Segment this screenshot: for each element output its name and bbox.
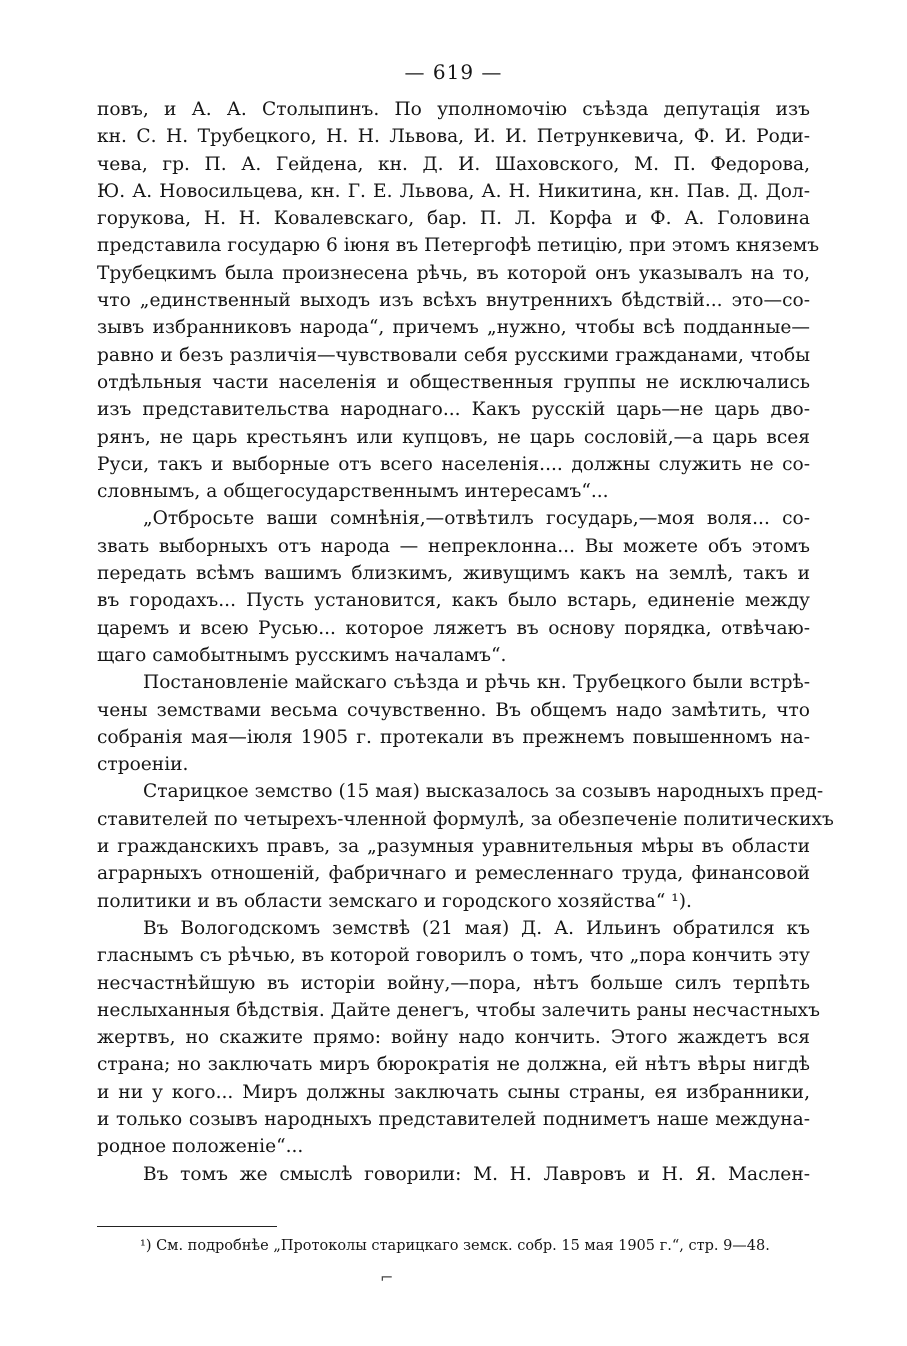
text-line: повъ, и А. А. Столыпинъ. По уполномочію съѣзда депутація изъ	[97, 99, 810, 120]
text-line: передать всѣмъ вашимъ близкимъ, живущимъ какъ на землѣ, такъ и	[97, 563, 810, 585]
text-line: кн. С. Н. Трубецкого, Н. Н. Львова, И. И. Петрункевича, Ф. И. Роди-	[97, 126, 810, 148]
text-line: Трубецкимъ была произнесена рѣчь, въ которой онъ указывалъ на то,	[97, 262, 810, 284]
text-line: Старицкое земство (15 мая) высказалось за созывъ народныхъ пред-	[143, 781, 824, 803]
text-line: Руси, такъ и выборные отъ всего населенія.... должны служить не со-	[97, 453, 810, 475]
text-line: горукова, Н. Н. Ковалевскаго, бар. П. Л. Корфа и Ф. А. Головина	[97, 208, 810, 230]
text-line: чева, гр. П. А. Гейдена, кн. Д. И. Шаховского, М. П. Федорова,	[97, 153, 810, 175]
footnote-divider	[97, 1226, 277, 1227]
text-line: несчастнѣйшую въ исторіи войну,—пора, нѣтъ больше силъ терпѣть	[97, 972, 810, 994]
text-line: строеніи.	[97, 754, 189, 776]
text-line: зывъ избранниковъ народа“, причемъ „нужно, чтобы всѣ подданные—	[97, 317, 810, 339]
text-line: Въ Вологодскомъ земствѣ (21 мая) Д. А. Ильинъ обратился къ	[143, 917, 810, 939]
text-line: въ городахъ... Пусть установится, какъ было встарь, единеніе между	[97, 590, 810, 612]
text-line: что „единственный выходъ изъ всѣхъ внутреннихъ бѣдствій... это—со-	[97, 290, 810, 312]
text-line: Постановленіе майскаго съѣзда и рѣчь кн. Трубецкого были встрѣ-	[143, 672, 810, 694]
text-line: Ю. А. Новосильцева, кн. Г. Е. Львова, А. Н. Никитина, кн. Пав. Д. Дол-	[97, 180, 810, 202]
text-line: и только созывъ народныхъ представителей подниметъ наше междуна-	[97, 1108, 810, 1130]
text-line: жертвъ, но скажите прямо: войну надо кончить. Этого жаждетъ вся	[97, 1027, 810, 1049]
pencil-mark-icon: ⌐	[380, 1268, 394, 1287]
footnote: ¹) См. подробнѣе „Протоколы старицкаго земск. собр. 15 мая 1905 г.“, стр. 9—48.	[140, 1238, 770, 1254]
text-line: звать выборныхъ отъ народа — непреклонна... Вы можете объ этомъ	[97, 535, 810, 557]
text-line: страна; но заключать миръ бюрократія не должна, ей нѣтъ вѣры нигдѣ	[97, 1054, 810, 1076]
text-line: представила государю 6 іюня въ Петергофѣ петицію, при этомъ княземъ	[97, 235, 820, 257]
text-line: родное положеніе“...	[97, 1136, 304, 1158]
text-line: щаго самобытнымъ русскимъ началамъ“.	[97, 644, 507, 666]
text-line: аграрныхъ отношеній, фабричнаго и ремесленнаго труда, финансовой	[97, 863, 810, 885]
text-line: гласнымъ съ рѣчью, въ которой говорилъ о томъ, что „пора кончить эту	[97, 945, 810, 967]
body-text	[97, 96, 834, 1188]
text-line: собранія мая—іюля 1905 г. протекали въ прежнемъ повышенномъ на-	[97, 726, 810, 748]
text-line: политики и въ области земскаго и городского хозяйства“ ¹).	[97, 890, 692, 912]
text-line: чены земствами весьма сочувственно. Въ общемъ надо замѣтить, что	[97, 699, 810, 721]
text-line: Въ томъ же смыслѣ говорили: М. Н. Лавровъ и Н. Я. Маслен-	[143, 1163, 810, 1185]
text-line: и ни у кого... Миръ должны заключать сыны страны, ея избранники,	[97, 1081, 810, 1103]
page-number: — 619 —	[404, 60, 503, 84]
text-line: рянъ, не царь крестьянъ или купцовъ, не царь сословій,—а царь всея	[97, 426, 810, 448]
text-line: неслыханныя бѣдствія. Дайте денегъ, чтобы залечить раны несчастныхъ	[97, 999, 820, 1021]
text-line: изъ представительства народнаго... Какъ русскій царь—не царь дво-	[97, 399, 810, 421]
text-line: словнымъ, а общегосударственнымъ интересамъ“...	[97, 481, 609, 503]
text-line: ставителей по четырехъ-членной формулѣ, за обезпеченіе политическихъ	[97, 808, 834, 830]
text-line: и гражданскихъ правъ, за „разумныя уравнительныя мѣры въ области	[97, 836, 810, 858]
text-line: царемъ и всею Русью... которое ляжетъ въ основу порядка, отвѣчаю-	[97, 617, 810, 639]
text-line: равно и безъ различія—чувствовали себя русскими гражданами, чтобы	[97, 344, 810, 366]
text-line: отдѣльныя части населенія и общественныя группы не исключались	[97, 371, 810, 393]
text-line: „Отбросьте ваши сомнѣнія,—отвѣтилъ государь,—моя воля... со-	[143, 508, 810, 530]
